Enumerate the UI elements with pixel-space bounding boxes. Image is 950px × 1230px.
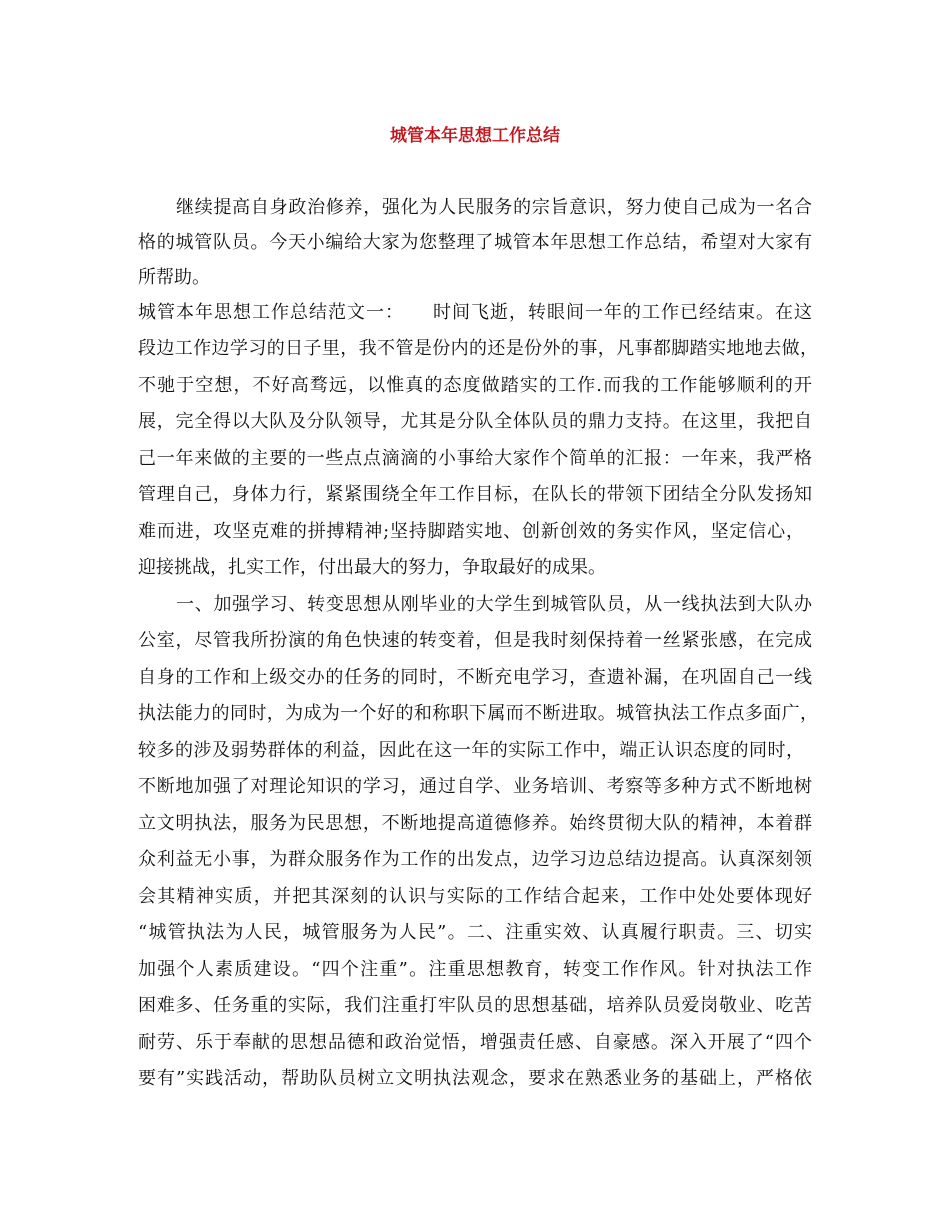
text-line: 段边工作边学习的日子里，我不管是份内的还是份外的事，凡事都脚踏实地地去做， bbox=[138, 338, 818, 359]
text-line: 会其精神实质，并把其深刻的认识与实际的工作结合起来，工作中处处要体现好 bbox=[138, 886, 812, 907]
text-line: 难而进，攻坚克难的拼搏精神;坚持脚踏实地、创新创效的务实作风，坚定信心， bbox=[138, 521, 804, 542]
text-line: 执法能力的同时，为成为一个好的和称职下属而不断进取。城管执法工作点多面广， bbox=[138, 703, 818, 724]
text-line: 不断地加强了对理论知识的学习，通过自学、业务培训、考察等多种方式不断地树 bbox=[138, 776, 812, 797]
text-line: 己一年来做的主要的一些点点滴滴的小事给大家作个简单的汇报：一年来，我严格 bbox=[138, 448, 812, 469]
text-line: 众利益无小事，为群众服务作为工作的出发点，边学习边总结边提高。认真深刻领 bbox=[138, 849, 812, 870]
text-line: 展，完全得以大队及分队领导，尤其是分队全体队员的鼎力支持。在这里，我把自 bbox=[138, 411, 812, 432]
text-line: 加强个人素质建设。“四个注重”。注重思想教育，转变工作作风。针对执法工作 bbox=[138, 959, 812, 980]
text-line: 耐劳、乐于奉献的思想品德和政治觉悟，增强责任感、自豪感。深入开展了“四个 bbox=[138, 1032, 812, 1053]
document-title: 城管本年思想工作总结 bbox=[390, 126, 560, 146]
text-line: 较多的涉及弱势群体的利益，因此在这一年的实际工作中，端正认识态度的同时， bbox=[138, 740, 804, 761]
text-line: 不驰于空想，不好高骛远，以惟真的态度做踏实的工作.而我的工作能够顺利的开 bbox=[138, 375, 812, 396]
text-line: 立文明执法，服务为民思想，不断地提高道德修养。始终贯彻大队的精神，本着群 bbox=[138, 813, 812, 834]
text-line: 格的城管队员。今天小编给大家为您整理了城管本年思想工作总结，希望对大家有 bbox=[138, 232, 812, 253]
text-line: 自身的工作和上级交办的任务的同时，不断充电学习，查遗补漏，在巩固自己一线 bbox=[138, 667, 812, 688]
text-line: 公室，尽管我所扮演的角色快速的转变着，但是我时刻保持着一丝紧张感，在完成 bbox=[138, 630, 812, 651]
text-line: 一、加强学习、转变思想从刚毕业的大学生到城管队员，从一线执法到大队办 bbox=[176, 594, 812, 615]
text-line: 管理自己，身体力行，紧紧围绕全年工作目标，在队长的带领下团结全分队发扬知 bbox=[138, 484, 812, 505]
text-line: 困难多、任务重的实际，我们注重打牢队员的思想基础，培养队员爱岗敬业、吃苦 bbox=[138, 995, 812, 1016]
text-line: 所帮助。 bbox=[138, 267, 210, 288]
text-line: 迎接挑战，扎实工作，付出最大的努力，争取最好的成果。 bbox=[138, 557, 606, 578]
text-line: 继续提高自身政治修养，强化为人民服务的宗旨意识，努力使自己成为一名合 bbox=[176, 197, 812, 218]
text-line: 要有”实践活动，帮助队员树立文明执法观念，要求在熟悉业务的基础上，严格依 bbox=[138, 1068, 812, 1089]
text-line: “城管执法为人民，城管服务为人民”。二、注重实效、认真履行职责。三、切实 bbox=[138, 922, 812, 943]
text-line: 城管本年思想工作总结范文一： 时间飞逝，转眼间一年的工作已经结束。在这 bbox=[138, 302, 812, 323]
